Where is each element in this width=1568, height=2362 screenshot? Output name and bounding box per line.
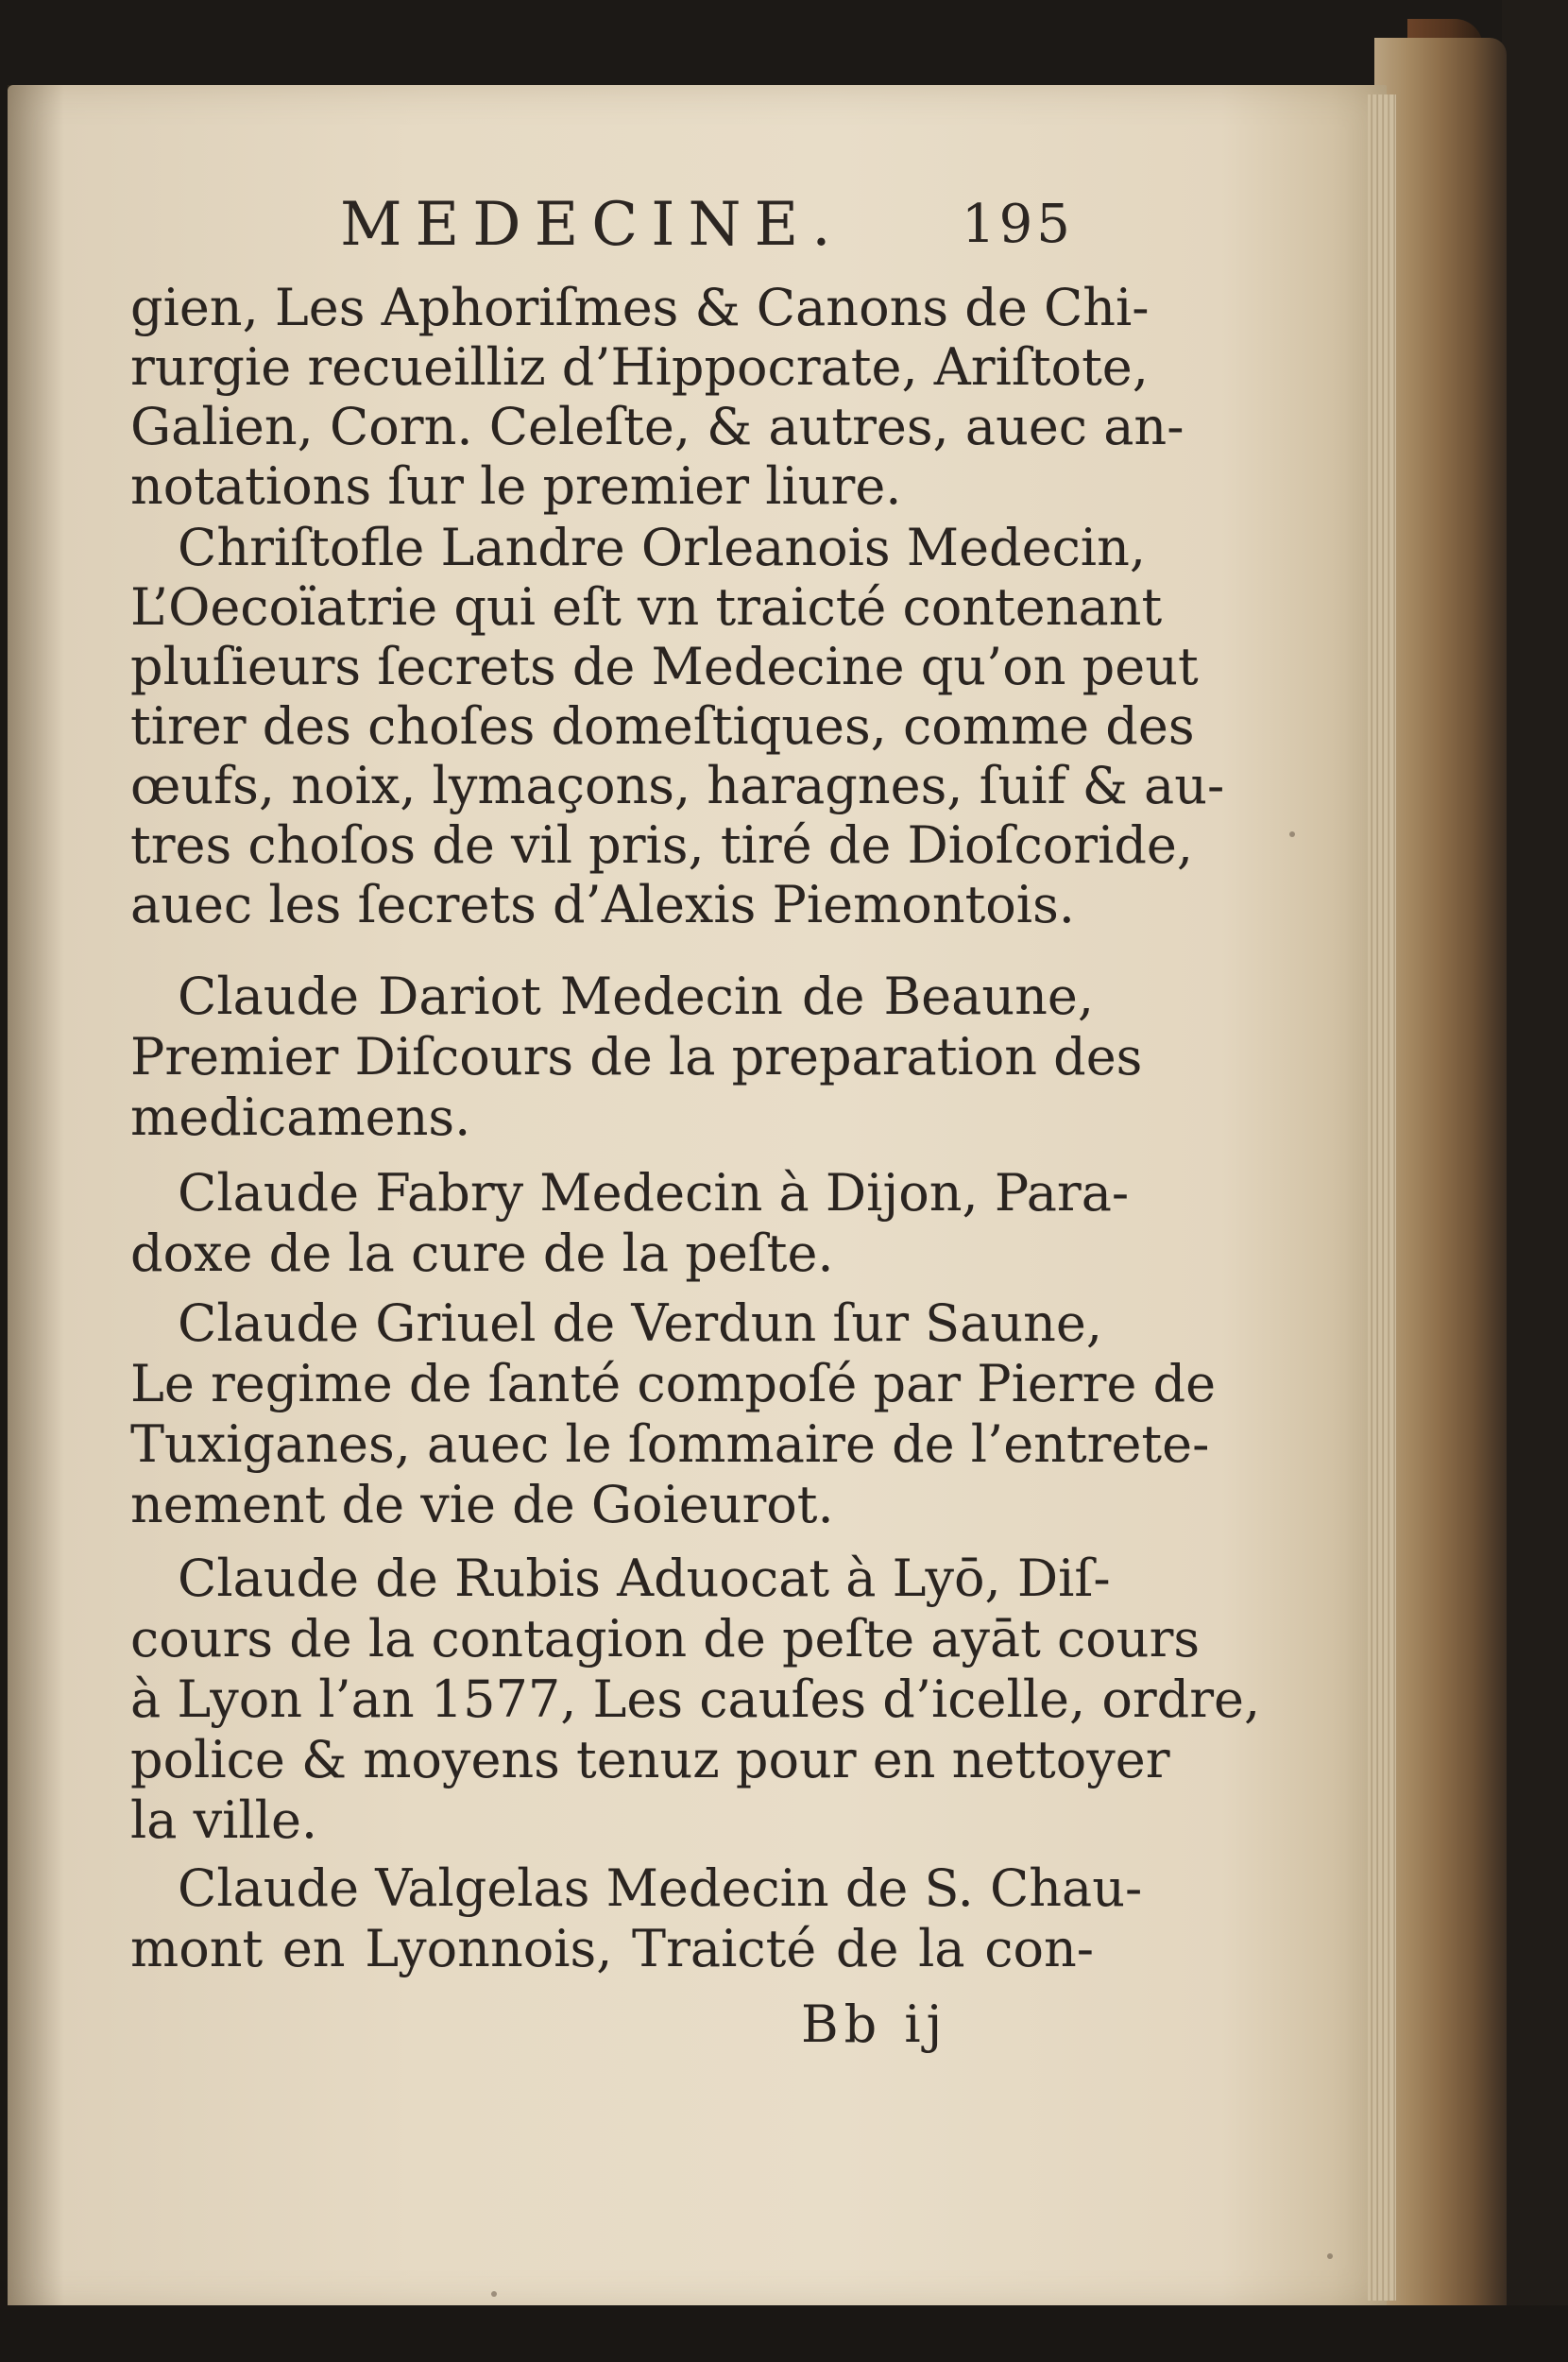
text-line: œufs, noix, lymaçons, haragnes, ſuif & au- — [130, 756, 1225, 815]
text-line: Claude Dariot Medecin de Beaune, — [178, 967, 1094, 1026]
text-line: L’Oecoïatrie qui eſt vn traicté contenant — [130, 577, 1163, 637]
text-line: tres choſos de vil pris, tiré de Dioſcoride, — [130, 815, 1194, 875]
text-line: police & moyens tenuz pour en nettoyer — [130, 1730, 1170, 1789]
text-line: Galien, Corn. Celeſte, & autres, auec an- — [130, 397, 1185, 456]
text-line: doxe de la cure de la peſte. — [130, 1224, 834, 1283]
text-line: Claude Griuel de Verdun ſur Saune, — [178, 1293, 1103, 1353]
text-line: Claude Valgelas Medecin de S. Chau- — [178, 1858, 1143, 1918]
text-line: pluſieurs ſecrets de Medecine qu’on peut — [130, 637, 1199, 696]
text-line: tirer des choſes domeſtiques, comme des — [130, 696, 1195, 756]
text-line: cours de la contagion de peſte ayāt cours — [130, 1609, 1201, 1669]
page-number: 195 — [962, 194, 1074, 255]
text-line: gien, Les Aphoriſmes & Canons de Chi- — [130, 278, 1150, 337]
text-line: nement de vie de Goieurot. — [130, 1475, 834, 1534]
page-speck — [1327, 2253, 1333, 2259]
page-speck — [1289, 831, 1295, 837]
page-speck — [491, 2291, 497, 2297]
text-line: Tuxiganes, auec le ſommaire de l’entrete- — [130, 1414, 1210, 1474]
text-line: à Lyon l’an 1577, Les cauſes d’icelle, ordre, — [130, 1669, 1261, 1729]
text-line: mont en Lyonnois, Traicté de la con- — [130, 1919, 1094, 1978]
text-line: Chriſtofle Landre Orleanois Medecin, — [178, 518, 1147, 577]
running-head: MEDECINE. — [340, 190, 844, 260]
text-line: Premier Diſcours de la preparation des — [130, 1027, 1143, 1087]
signature-mark: Bb ij — [801, 1994, 948, 2054]
text-line: medicamens. — [130, 1087, 471, 1147]
text-line: la ville. — [130, 1790, 318, 1850]
text-line: Claude Fabry Medecin à Dijon, Para- — [178, 1163, 1130, 1223]
text-line: Claude de Rubis Aduocat à Lyō, Diſ- — [178, 1549, 1111, 1608]
text-line: auec les ſecrets d’Alexis Piemontois. — [130, 875, 1075, 934]
text-line: notations ſur le premier liure. — [130, 456, 902, 516]
text-line: rurgie recueilliz d’Hippocrate, Ariſtote, — [130, 337, 1149, 397]
text-line: Le regime de ſanté compoſé par Pierre de — [130, 1354, 1217, 1413]
